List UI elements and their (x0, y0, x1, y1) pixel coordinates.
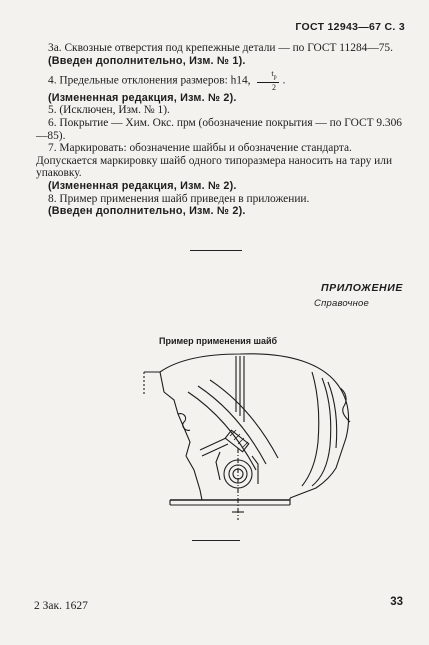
item-4 (36, 70, 404, 92)
fraction-numerator: $t_p$ (257, 70, 278, 83)
item-7-note: (Измененная редакция, Изм. № 2). (48, 179, 237, 192)
tolerance-fraction (257, 70, 278, 92)
item-4-note: (Измененная редакция, Изм. № 2). (48, 91, 237, 104)
page-header: ГОСТ 12943—67 С. 3 (295, 21, 405, 33)
item-8: 8. Пример применения шайб приведен в приложении. (48, 192, 310, 205)
figure-divider (192, 540, 240, 541)
item-4-end: . (282, 74, 286, 87)
item-3a: 3а. Сквозные отверстия под крепежные детали — по ГОСТ 11284—75. (48, 42, 393, 54)
washer-application-drawing (140, 352, 360, 524)
print-order-note: 2 Зак. 1627 (34, 600, 88, 612)
item-8-note: (Введен дополнительно, Изм. № 2). (48, 205, 246, 218)
item-7: 7. Маркировать: обозначение шайбы и обозначение стандарта. Допускается маркировку шайб одного типоразмера наносить на тару или упаковку. (36, 142, 393, 180)
fraction-denominator: 2 (272, 82, 277, 92)
document-body (36, 42, 404, 218)
appendix-title: ПРИЛОЖЕНИЕ (321, 282, 403, 294)
item-3a-note: (Введен дополнительно, Изм. № 1). (48, 54, 246, 67)
appendix-subtitle: Справочное (314, 298, 369, 309)
item-4-text: 4. Предельные отклонения размеров: h14, (48, 74, 251, 87)
item-5: 5. (Исключен, Изм. № 1). (48, 104, 170, 117)
item-6: 6. Покрытие — Хим. Окс. прм (обозначение покрытия — по ГОСТ 9.306—85). (36, 116, 402, 142)
section-divider (190, 250, 242, 251)
figure-title: Пример применения шайб (159, 336, 278, 346)
page-number: 33 (390, 596, 403, 608)
